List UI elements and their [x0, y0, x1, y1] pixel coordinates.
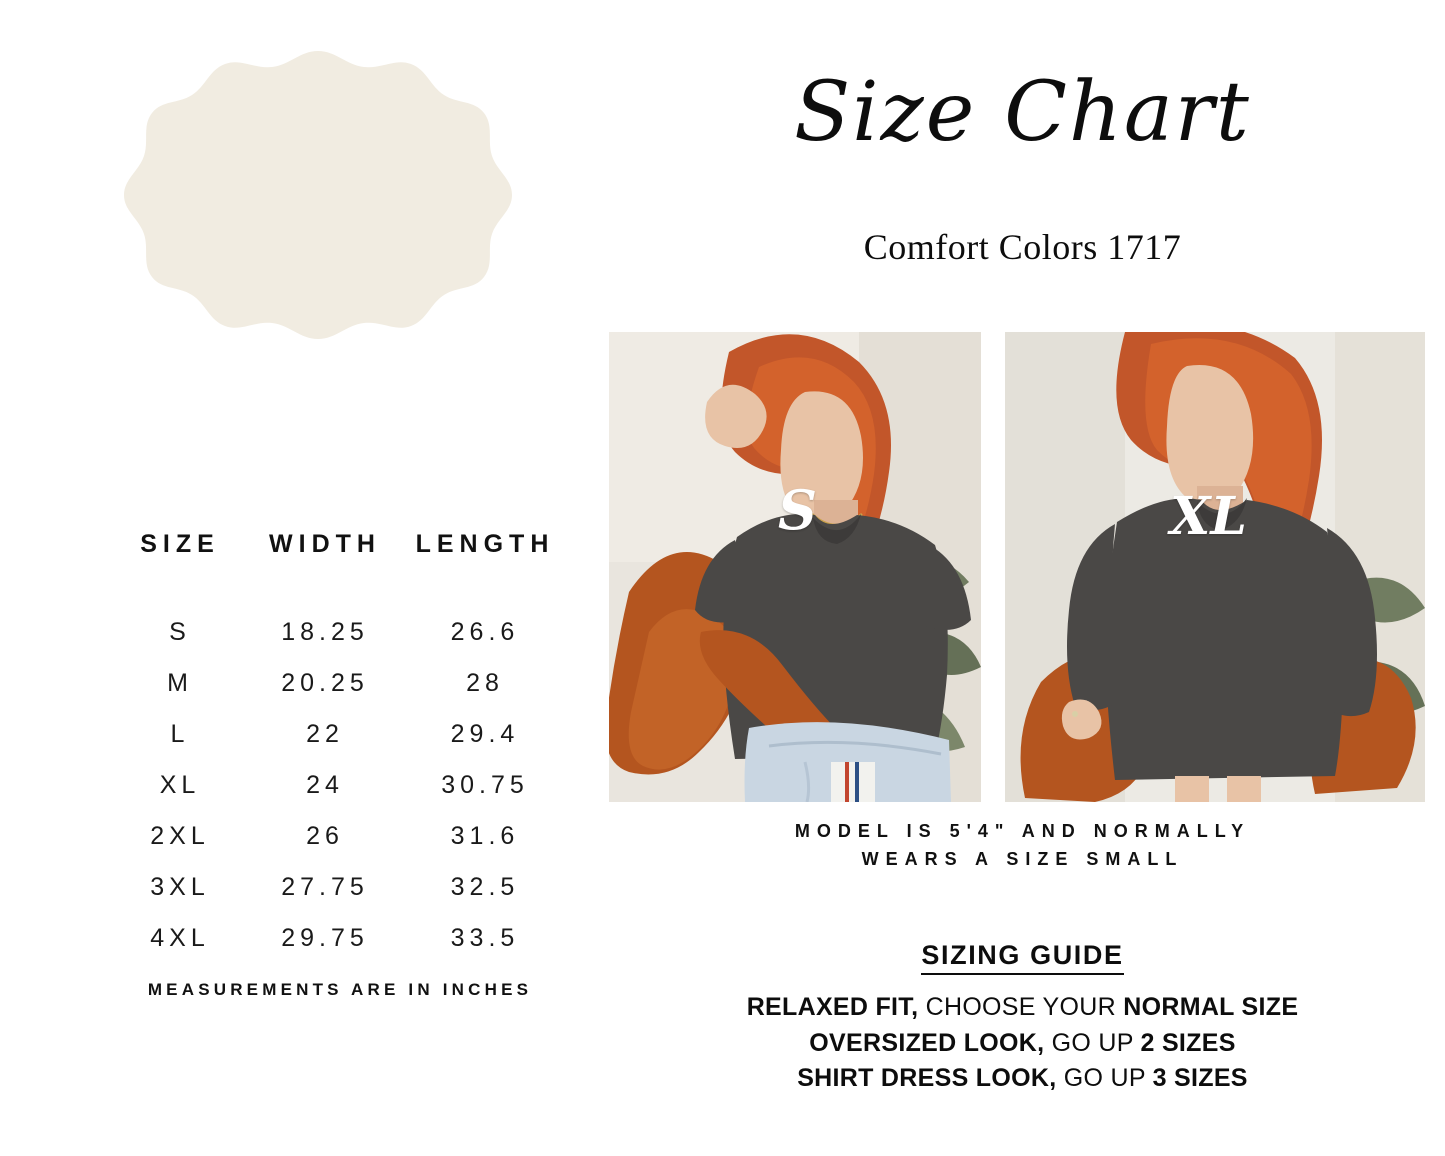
sizing-guide-line [600, 1061, 1445, 1097]
cell-width: 26 [306, 822, 344, 850]
model-height-note [600, 818, 1445, 874]
shirt-letter-xl: XL [1170, 486, 1247, 547]
cell-size: L [170, 720, 190, 748]
size-chart-table [110, 530, 570, 964]
sizing-guide-title-text: SIZING GUIDE [921, 940, 1123, 975]
left-column [0, 0, 600, 1156]
cell-width: 22 [306, 720, 344, 748]
cell-length: 32.5 [450, 873, 520, 901]
cell-length: 33.5 [450, 924, 520, 952]
logo-blob-placeholder [118, 45, 518, 445]
guide-line-middle: CHOOSE YOUR [918, 993, 1124, 1021]
cell-width: 29.75 [281, 924, 369, 952]
guide-line-middle: GO UP [1056, 1064, 1153, 1092]
model-note-line-1: MODEL IS 5'4" AND NORMALLY [794, 821, 1251, 841]
table-row [110, 658, 570, 709]
table-header-row [110, 530, 570, 607]
model-note-line-2: WEARS A SIZE SMALL [861, 848, 1184, 869]
model-photo-small [609, 332, 981, 802]
blob-shape [124, 51, 512, 339]
sizing-guide-title [600, 940, 1445, 971]
right-column [600, 0, 1445, 1156]
cell-size: 4XL [150, 924, 210, 952]
cell-width: 20.25 [281, 669, 369, 697]
cell-size: 2XL [150, 822, 210, 850]
column-header-width: WIDTH [269, 530, 381, 558]
cell-width: 24 [306, 771, 344, 799]
cell-length: 26.6 [450, 618, 520, 646]
cell-width: 27.75 [281, 873, 369, 901]
table-row [110, 811, 570, 862]
table-row [110, 913, 570, 964]
column-header-length: LENGTH [415, 530, 555, 558]
page-subtitle: Comfort Colors 1717 [863, 227, 1182, 267]
cell-size: XL [159, 771, 201, 799]
sizing-guide-line [600, 990, 1445, 1026]
guide-line-bold-start: SHIRT DRESS LOOK, [797, 1064, 1057, 1092]
guide-line-bold-start: RELAXED FIT, [746, 993, 919, 1021]
table-row [110, 862, 570, 913]
cell-length: 30.75 [441, 771, 529, 799]
page-title: Size Chart [794, 65, 1251, 160]
sizing-guide-line [600, 1026, 1445, 1062]
cell-length: 28 [466, 669, 504, 697]
guide-line-bold-end: 2 SIZES [1140, 1028, 1236, 1057]
guide-line-bold-end: 3 SIZES [1152, 1064, 1248, 1092]
cell-length: 29.4 [450, 720, 520, 748]
sizing-guide-lines [600, 990, 1445, 1097]
cell-size: S [169, 618, 191, 646]
cell-size: 3XL [150, 873, 210, 901]
table-row [110, 607, 570, 658]
column-header-size: SIZE [140, 530, 220, 558]
measurements-note: MEASUREMENTS ARE IN INCHES [147, 980, 533, 999]
model-photos [609, 332, 1439, 802]
guide-line-bold-end: NORMAL SIZE [1123, 993, 1299, 1021]
guide-line-middle: GO UP [1044, 1028, 1141, 1057]
table-row [110, 709, 570, 760]
guide-line-bold-start: OVERSIZED LOOK, [809, 1028, 1045, 1057]
cell-width: 18.25 [281, 618, 369, 646]
shirt-letter-small: S [778, 478, 817, 542]
model-photo-xl [1005, 332, 1425, 802]
table-row [110, 760, 570, 811]
cell-length: 31.6 [450, 822, 520, 850]
cell-size: M [167, 669, 193, 697]
